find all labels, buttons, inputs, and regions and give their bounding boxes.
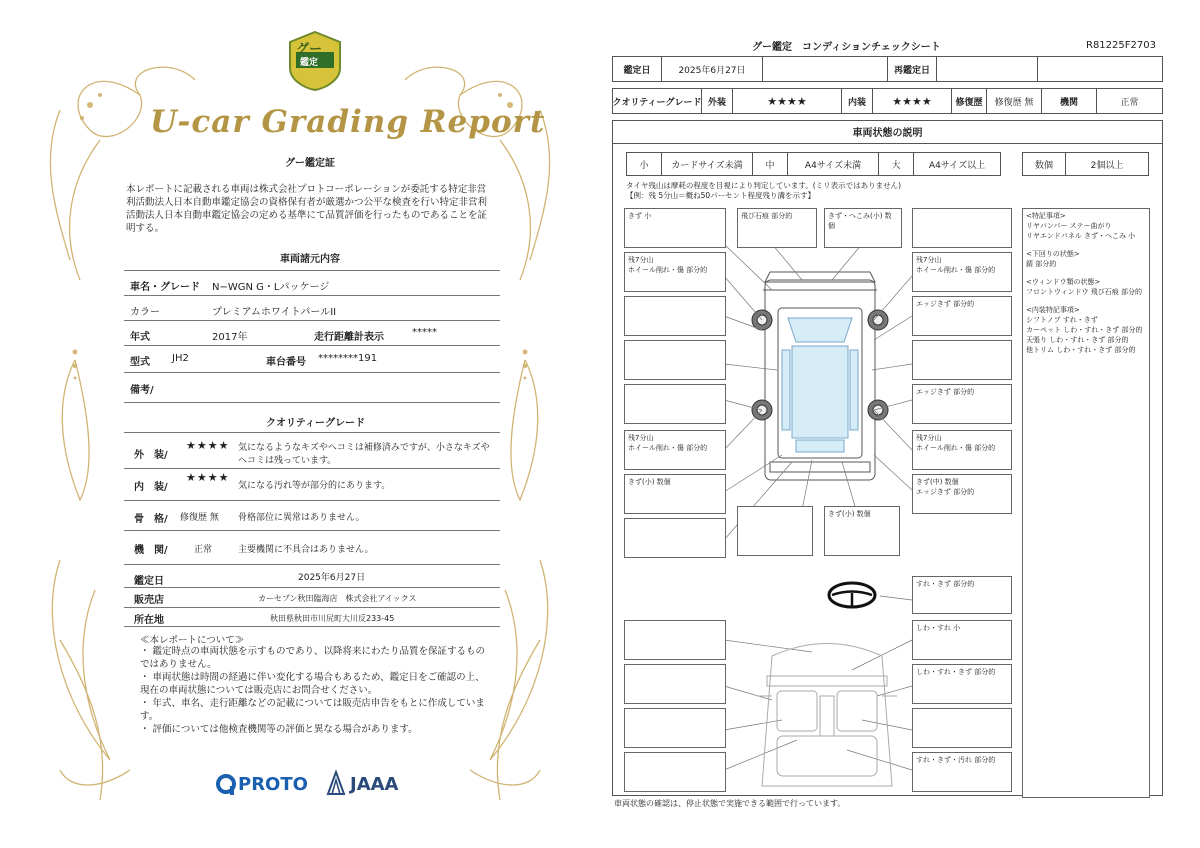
date-value: 2025年6月27日	[298, 573, 366, 583]
date-label: 鑑定日	[134, 576, 164, 587]
footer-note: 車両状態の確認は、停止状態で実施できる範囲で行っています。	[614, 799, 846, 808]
interior-box	[624, 752, 726, 792]
jaaa-logo: JAAA	[350, 774, 399, 795]
proto-logo-icon	[216, 774, 236, 796]
quality-label: クオリティーグレード	[612, 88, 702, 114]
interior-note: すれ・きず 部分的	[916, 580, 975, 588]
sheet-id: R81225F2703	[1086, 40, 1156, 51]
under-item: 錆 部分的	[1026, 260, 1057, 268]
model-label: 型式	[130, 357, 150, 368]
interior-label: 内 装/	[134, 482, 168, 493]
interior-box	[624, 664, 726, 704]
interior-item: カーペット しわ・すれ・きず 部分的	[1026, 326, 1143, 334]
frame-label: 骨 格/	[134, 514, 168, 525]
damage-box	[912, 430, 1012, 470]
damage-box	[624, 430, 726, 470]
under-title: <下回りの状態>	[1026, 250, 1080, 258]
reinspect-blank	[1037, 56, 1163, 82]
damage-box	[912, 208, 1012, 248]
mileage-value: *****	[412, 327, 437, 338]
cert-text: 本レポートに記載される車両は株式会社プロトコーポレーションが委託する特定非営利活動法人日本自動車鑑定協会の資格保有者が厳選かつ公平な検査を行い特定非営利活動法人日本自動車鑑定協会の定める基準にて品質評価を行ったものであることを証明する。	[126, 184, 488, 234]
divider	[124, 345, 500, 346]
special-notes-panel	[1022, 208, 1150, 798]
reinspect-value	[936, 56, 1038, 82]
badge-line1: グー	[296, 42, 323, 57]
name-grade-label: 車名・グレード	[130, 282, 200, 293]
about-title: ≪本レポートについて≫	[140, 635, 245, 646]
damage-box	[824, 506, 900, 556]
count-value: 2個以上	[1065, 152, 1149, 176]
year-value: 2017年	[212, 332, 248, 343]
damage-box	[737, 208, 817, 248]
special-item: リヤエンドパネル きず・へこみ 小	[1026, 232, 1136, 240]
reinspect-label: 再鑑定日	[887, 56, 937, 82]
damage-box	[624, 208, 726, 248]
damage-box	[912, 474, 1012, 514]
damage-box	[624, 296, 726, 336]
car-interior-diagram	[752, 636, 902, 796]
interior-box	[912, 576, 1012, 614]
interior-text: 気になる汚れ等が部分的にあります。	[238, 481, 391, 491]
badge-line2: 鑑定	[300, 58, 319, 68]
interior-note: しわ・すれ 小	[916, 624, 961, 632]
state-title: 車両状態の説明	[612, 120, 1163, 144]
interior-box	[912, 620, 1012, 660]
exterior-label: 外装	[701, 88, 733, 114]
divider	[124, 500, 500, 501]
damage-box	[624, 518, 726, 558]
damage-note: 残7分山	[628, 256, 654, 264]
interior-item: 他トリム しわ・すれ・きず 部分的	[1026, 346, 1136, 354]
engine-text: 主要機関に不具合はありません。	[238, 545, 374, 555]
damage-note: きず・へこみ(小) 数個	[828, 212, 892, 230]
damage-note: 飛び石痕 部分的	[741, 212, 793, 220]
divider	[124, 320, 500, 321]
proto-logo: PROTO	[238, 774, 308, 795]
damage-box	[624, 252, 726, 292]
damage-note: きず(小) 数個	[628, 478, 671, 486]
interior-note: しわ・すれ・きず 部分的	[916, 668, 996, 676]
color-value: プレミアムホワイトパールII	[212, 307, 337, 318]
divider	[124, 295, 500, 296]
damage-note: ホイール削れ・傷 部分的	[916, 444, 996, 452]
tire-note: 【例：残 5分山＝概ね50パーセント程度残り溝を示す】	[626, 191, 816, 200]
damage-note: 残7分山	[916, 256, 942, 264]
divider	[124, 270, 500, 271]
interior-title: <内装特記事項>	[1026, 306, 1080, 314]
date-value: 2025年6月27日	[661, 56, 763, 82]
damage-box	[737, 506, 813, 556]
damage-note: エッジきず 部分的	[916, 388, 975, 396]
interior-label: 内装	[841, 88, 873, 114]
damage-note: ホイール削れ・傷 部分的	[628, 444, 708, 452]
mileage-label: 走行距離計表示	[314, 332, 384, 343]
divider	[124, 372, 500, 373]
exterior-text: 気になるようなキズやヘコミは補修済みですが、小さなキズや	[238, 443, 490, 453]
steering-wheel-icon	[826, 580, 878, 610]
damage-note: ホイール削れ・傷 部分的	[628, 266, 708, 274]
window-title: <ウィンドウ類の状態>	[1026, 278, 1101, 286]
sheet-title: グー鑑定 コンディションチェックシート	[752, 42, 941, 53]
damage-note: 残7分山	[916, 434, 942, 442]
chassis-value: ********191	[318, 353, 378, 364]
damage-box	[624, 474, 726, 514]
date-label: 鑑定日	[612, 56, 662, 82]
frame-text: 骨格部位に異常はありません。	[238, 513, 365, 523]
interior-box	[912, 708, 1012, 748]
chassis-label: 車台番号	[266, 357, 306, 368]
model-value: JH2	[172, 353, 189, 364]
year-label: 年式	[130, 332, 150, 343]
about-item: ・ 評価については他検査機関等の評価と異なる場合があります。	[140, 724, 418, 735]
damage-box	[912, 252, 1012, 292]
tire-note: タイヤ残山は摩耗の程度を目視により判定しています。(ミリ表示ではありません)	[626, 181, 902, 190]
interior-note: すれ・きず・汚れ 部分的	[916, 756, 996, 764]
damage-note: きず(小) 数個	[828, 510, 871, 518]
interior-stars: ★★★★	[872, 88, 952, 114]
damage-box	[912, 340, 1012, 380]
dealer-value: カーセブン秋田臨海店 株式会社アイックス	[258, 594, 417, 603]
dealer-label: 販売店	[134, 595, 164, 606]
color-label: カラー	[130, 307, 160, 318]
damage-note: エッジきず 部分的	[916, 488, 975, 496]
divider	[124, 402, 500, 403]
interior-box	[624, 620, 726, 660]
interior-box	[912, 752, 1012, 792]
engine-value: 正常	[194, 545, 213, 555]
small-value: カードサイズ未満	[661, 152, 753, 176]
spec-title: 車両諸元内容	[280, 254, 340, 265]
exterior-stars: ★★★★	[186, 439, 230, 452]
exterior-label: 外 装/	[134, 450, 168, 461]
large-label: 大	[878, 152, 914, 176]
repair-label: 修復歴	[951, 88, 987, 114]
special-title: <特記事項>	[1026, 212, 1066, 220]
address-label: 所在地	[134, 615, 164, 626]
damage-note: きず 小	[628, 212, 652, 220]
divider	[124, 530, 500, 531]
name-grade-value: N−WGN G・Lパッケージ	[212, 282, 330, 293]
mid-label: 中	[752, 152, 788, 176]
repair-value: 修復歴 無	[986, 88, 1042, 114]
quality-title: クオリティーグレード	[266, 418, 365, 429]
divider	[124, 626, 500, 627]
engine-label: 機 関/	[134, 545, 168, 556]
damage-box	[624, 384, 726, 424]
damage-note: エッジきず 部分的	[916, 300, 975, 308]
large-value: A4サイズ以上	[913, 152, 1001, 176]
interior-stars: ★★★★	[186, 471, 230, 484]
count-label: 数個	[1022, 152, 1066, 176]
damage-note: ホイール削れ・傷 部分的	[916, 266, 996, 274]
special-item: リヤバンパー ステー曲がり	[1026, 222, 1112, 230]
damage-note: 残7分山	[628, 434, 654, 442]
frame-value: 修復歴 無	[180, 513, 219, 523]
damage-box	[824, 208, 902, 248]
interior-item: シフトノブ すれ・きず	[1026, 316, 1098, 324]
about-item: ・ 年式、車名、走行距離などの記載については販売店申告をもとに作成しています。	[140, 698, 485, 722]
damage-box	[912, 384, 1012, 424]
interior-box	[624, 708, 726, 748]
about-item: ・ 鑑定時点の車両状態を示すものであり、以降将来にわたり品質を保証するものではありません。	[140, 646, 486, 670]
divider	[124, 564, 500, 565]
address-value: 秋田県秋田市川尻町大川反233-45	[270, 614, 395, 623]
interior-item: 天張り しわ・すれ・きず 部分的	[1026, 336, 1129, 344]
interior-box	[912, 664, 1012, 704]
remarks-label: 備考/	[130, 385, 154, 396]
small-label: 小	[626, 152, 662, 176]
engine-value: 正常	[1096, 88, 1163, 114]
date-blank	[762, 56, 888, 82]
exterior-text: ヘコミは残っています。	[238, 456, 337, 466]
jaaa-logo-icon	[326, 770, 346, 796]
divider	[124, 587, 500, 588]
divider	[124, 468, 500, 469]
about-item: ・ 車両状態は時間の経過に伴い変化する場合もあるため、鑑定日をご確認の上、現在の車両状態については販売店にお問合せください。	[140, 672, 485, 696]
damage-box	[624, 340, 726, 380]
divider	[124, 607, 500, 608]
damage-note: きず(中) 数個	[916, 478, 959, 486]
window-item: フロントウィンドウ 飛び石痕 部分的	[1026, 288, 1143, 296]
cert-title: グー鑑定証	[285, 158, 335, 169]
exterior-stars: ★★★★	[732, 88, 842, 114]
mid-value: A4サイズ未満	[787, 152, 879, 176]
damage-box	[912, 296, 1012, 336]
engine-label: 機関	[1041, 88, 1097, 114]
divider	[124, 432, 500, 433]
report-title: U-car Grading Report	[150, 104, 546, 140]
